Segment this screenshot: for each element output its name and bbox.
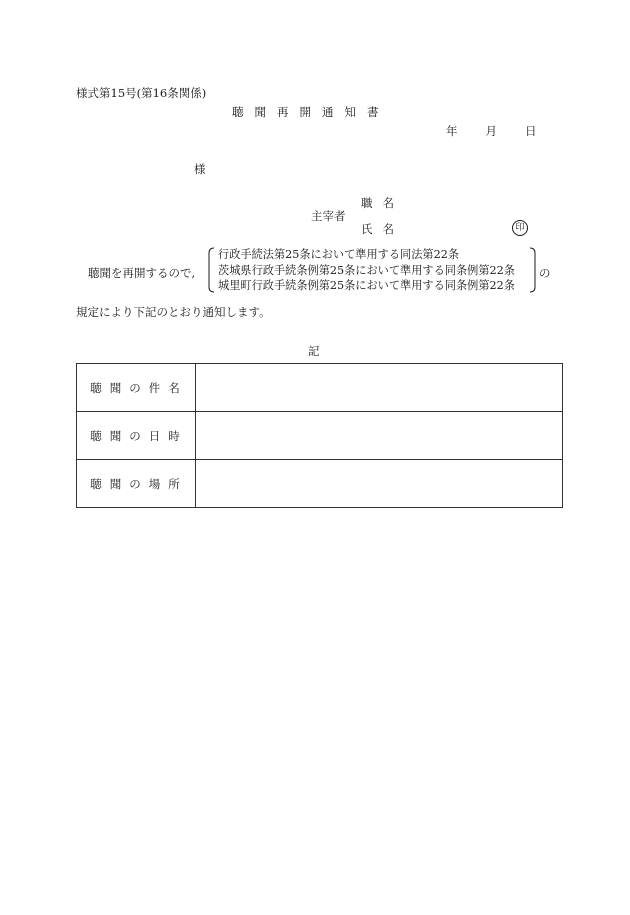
addressee-suffix: 様 (194, 162, 206, 176)
law-line-town: 城里町行政手続条例第25条において準用する同条例第22条 (218, 279, 515, 292)
law-line-prefecture: 茨城県行政手続条例第25条において準用する同条例第22条 (218, 263, 515, 277)
date-line (446, 123, 537, 139)
table-row (77, 460, 563, 508)
document-title: 聴聞再開通知書 (232, 105, 390, 119)
hearing-subject-label: 聴聞の件名 (77, 364, 196, 412)
law-list (218, 247, 515, 294)
host-position-label: 職名 (361, 196, 404, 210)
regulation-continuation-text: 規定により下記のとおり通知します。 (76, 305, 271, 319)
host-label: 主宰者 (311, 209, 346, 223)
reopen-tail-text: の (539, 266, 551, 280)
law-bracket-group (207, 247, 537, 293)
hearing-datetime-value[interactable] (196, 412, 563, 460)
hearing-datetime-label: 聴聞の日時 (77, 412, 196, 460)
reopen-lead-text: 聴聞を再開するので, (88, 266, 196, 280)
hearing-details-table (76, 363, 563, 508)
table-row (77, 412, 563, 460)
record-heading: 記 (308, 344, 320, 358)
date-year: 年 (446, 124, 458, 138)
form-number: 様式第15号(第16条関係) (76, 86, 207, 100)
date-day: 日 (525, 124, 537, 138)
hearing-subject-value[interactable] (196, 364, 563, 412)
hearing-location-label: 聴聞の場所 (77, 460, 196, 508)
host-name-label: 氏名 (361, 222, 404, 236)
date-month: 月 (485, 124, 497, 138)
hearing-location-value[interactable] (196, 460, 563, 508)
right-bracket-icon (529, 247, 537, 293)
seal-mark: 印 (512, 220, 528, 236)
left-bracket-icon (207, 247, 215, 293)
table-row (77, 364, 563, 412)
law-line-national: 行政手続法第25条において準用する同法第22条 (218, 248, 460, 261)
